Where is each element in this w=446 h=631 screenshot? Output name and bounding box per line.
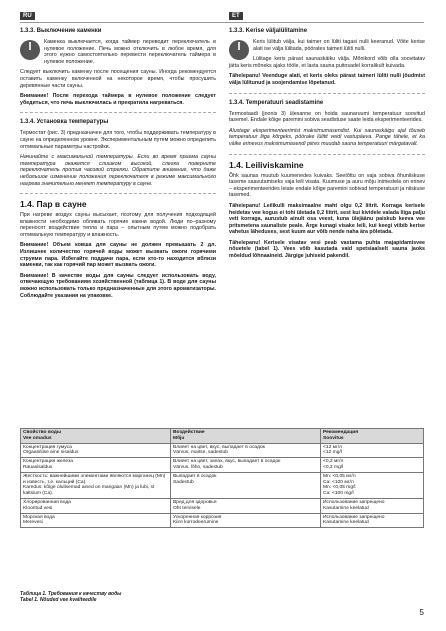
table-cell: Концентрация железа Rauasisaldus	[21, 458, 171, 473]
table-row	[21, 472, 424, 498]
table-cell: <0,2 мг/л <0,2 mg/l	[321, 458, 424, 473]
page-number: 5	[419, 608, 424, 617]
timer-knob-icon	[229, 40, 249, 60]
paragraph: Õhk saunas muutub kuumenedes kuivaks. Seetõttu on vaja sobiva õhuniiskuse taseme saavutamiseks vaja leili visata. Kuumuse ja auru mõju inimestele on erinev – eksperimenteerides leiate endale kõige paremini sobivad temperatuuri ja niiskuse tasemed.	[229, 172, 425, 199]
table-cell: Морская вода Merevesi	[21, 513, 171, 528]
section-divider	[229, 93, 425, 94]
warning-text: Внимание! Объем ковша для сауны не должен превышать 2 дл. Излишнее количество горячей воды может вызвать ожоги горячими струями пара. Избегайте поддачи пара, если кто-то находится вблизи каменки, так как горячий пар может вызвать ожоги.	[20, 242, 216, 269]
section-title-heater-off: 1.3.3. Kerise väljalülitamine	[229, 28, 308, 34]
paragraph: Lülitage keris pärast saunaskäiku välja. Mõnikord võib olla soovitatav jätta keris mõneks ajaks tööle, et lasta sauna puitosadel korralikult kuivada.	[229, 56, 425, 69]
table-caption-et: Tabel 1. Nõuded vee kvaliteedile	[20, 597, 97, 603]
table-row	[21, 513, 424, 528]
warning-text: Tähelepanu! Leilikulli maksimaalne maht olgu 0,2 liitrit. Korraga kerisele heidetav vee kogus ei tohi ületada 0,2 liitrit, sest kui kividele valada liiga palju vett korraga, aurustub ainult osa veest, kuna ülejäänu paiskub keeva vee pritsmetena saunaliste peale. Ärge kunagi visake leili, kui keegi viibib kerise vahetus läheduses, sest kuum aur võib nende naha ära põletada.	[229, 202, 425, 236]
water-quality-table	[20, 428, 424, 528]
table-cell: Влияет на цвет, запах, вкус, выпадает в осадок Värvus, lõhn, sadestub	[171, 458, 321, 473]
russian-column	[20, 28, 216, 303]
section-title-heater-off: 1.3.3. Выключение каменки	[20, 28, 102, 34]
section-divider	[20, 193, 216, 194]
table-cell: Выпадает в осадок Sadestub	[171, 472, 321, 498]
estonian-column	[229, 28, 425, 264]
language-tag-ru: RU	[20, 12, 35, 20]
table-cell: Mn: <0,05 мг/л Ca: <100 мг/л Mn: <0,05 mg/l Ca: <100 mg/l	[321, 472, 424, 498]
table-row	[21, 498, 424, 513]
header-divider	[20, 22, 424, 23]
table-header-cell: Свойство воды Vee omadus	[21, 429, 171, 444]
section-title-steam: 1.4. Пар в сауне	[20, 199, 87, 210]
section-title-steam: 1.4. Leiliviskamine	[229, 159, 304, 170]
paragraph: При нагреве воздух сауны высыхает, поэтому для получения подходящей влажности необходимо обливать горячие камни водой. Люди по–разному переносят воздействие тепла и пара – опытным путем можно подобрать оптимальную температуру и влажность.	[20, 212, 216, 238]
table-cell: Жесткость: важнейшими элементами являются марганец (Mn) и известь, т.е. кальций (Ca). Karedus: kõige olulisemad ained on mangaan (Mn) ja lubi, st kaltsium (Ca).	[21, 472, 171, 498]
section-divider	[20, 112, 216, 113]
table-cell: Вред для здоровья Oht tervisele	[171, 498, 321, 513]
table-header-cell: Воздействие Mõju	[171, 429, 321, 444]
paragraph: Термостат (рис. 3) предназначен для того, чтобы поддерживать температуру в сауне на определенном уровне. Экспериментальным путем можно определить оптимальные параметры настройки.	[20, 130, 216, 150]
table-header-cell: Рекомендация Soovitus	[321, 429, 424, 444]
table-cell: Ускоренная коррозия Kiire korrodeerumine	[171, 513, 321, 528]
table-cell: Влияет на цвет, вкус, выпадает в осадок Värvus, maitse, sadestub	[171, 443, 321, 458]
paragraph: Следует выключить каменку после посещения сауны. Иногда рекомендуется оставить каменку включенной на некоторое время, чтобы просушить деревянные части сауны.	[20, 69, 216, 89]
warning-text: Внимание! В качестве воды для сауны следует использовать воду, отвечающую требованиям хозяйственной (таблица 1). В воде для сауны можно использовать только предназначенные для этого ароматизаторы. Соблюдайте указания на упаковке.	[20, 272, 216, 299]
warning-text: Внимание! После перехода таймера в нулевое положение следует убедиться, что печь выключилась и прекратила нагреваться.	[20, 93, 216, 106]
section-title-temperature: 1.3.4. Установка температуры	[20, 119, 109, 126]
table-cell: Использование запрещено Kasutamine keelatud	[321, 513, 424, 528]
italic-paragraph: Начинайте с максимальной температуры. Если во время приема сауны температура окажется слишком высокой, слегка поверните переключатель против часовой стрелки. Обратите внимание, что даже небольшое изменение положения переключателя в режиме максимального нагрева значительно меняет температуру в сауне.	[20, 154, 216, 187]
table-cell: Концентрация гумуса Orgaaniliise aine sisaldus	[21, 443, 171, 458]
table-caption	[20, 591, 121, 603]
section-title-temperature: 1.3.4. Temperatuuri seadistamine	[229, 99, 324, 106]
table-cell: Использование запрещено Kasutamine keelatud	[321, 498, 424, 513]
italic-paragraph: Alustage eksperimenteerimist maksimumasendist. Kui saunaskäigu ajal tõuseb temperatuur liiga kõrgeks, pöörake lülitit veidi vastupäeva. Pange tähele, et ka väike erinevus maksimumasendi piires muudab sauna temperatuuri märgatavalt.	[229, 127, 425, 147]
table-header-row	[21, 429, 424, 444]
table-row	[21, 443, 424, 458]
paragraph: Termostaadi (joonis 3) ülesanne on hoida saunaruumi temperatuur soovitud tasemel. Endale kõige paremini sobiva seadistuse saate leida eksperimenteerides.	[229, 110, 425, 124]
warning-text: Tähelepanu! Veenduge alati, et keris oleks pärast taimeri lüliti nulli jõudmist välja lülitunud ja soojendamise lõpetanud.	[229, 73, 425, 86]
timer-knob-icon	[20, 40, 40, 60]
table-cell: Хлорированная вода Klooritud vesi	[21, 498, 171, 513]
paragraph: Keris lülitub välja, kui taimer on lüliti tagasi nulli keeranud. Võite kerise alati ise välja lülitada, pöörates taimeri lüliti nulli.	[253, 39, 425, 52]
table-caption-ru: Таблица 1. Требования к качеству воды	[20, 591, 122, 597]
table-row	[21, 458, 424, 473]
warning-text: Tähelepanu! Kerisele visatav vesi peab vastama puhta majapidamisvee nõuetele (tabel 1). Vees võib kasutada vaid spetsiaalselt sauna jaoks mõeldud lõhnaaineid. Järgige juhiseid pakendil.	[229, 239, 425, 260]
language-tag-et: ET	[229, 12, 243, 20]
section-divider	[229, 154, 425, 155]
paragraph: Каменка выключается, когда таймер переводит переключатель в нулевое положение. Печь можно отключить в любое время, для этого нужно самостоятельно перевести переключатель таймера в нулевое положение.	[44, 39, 216, 65]
table-cell: <12 мг/л <12 mg/l	[321, 443, 424, 458]
